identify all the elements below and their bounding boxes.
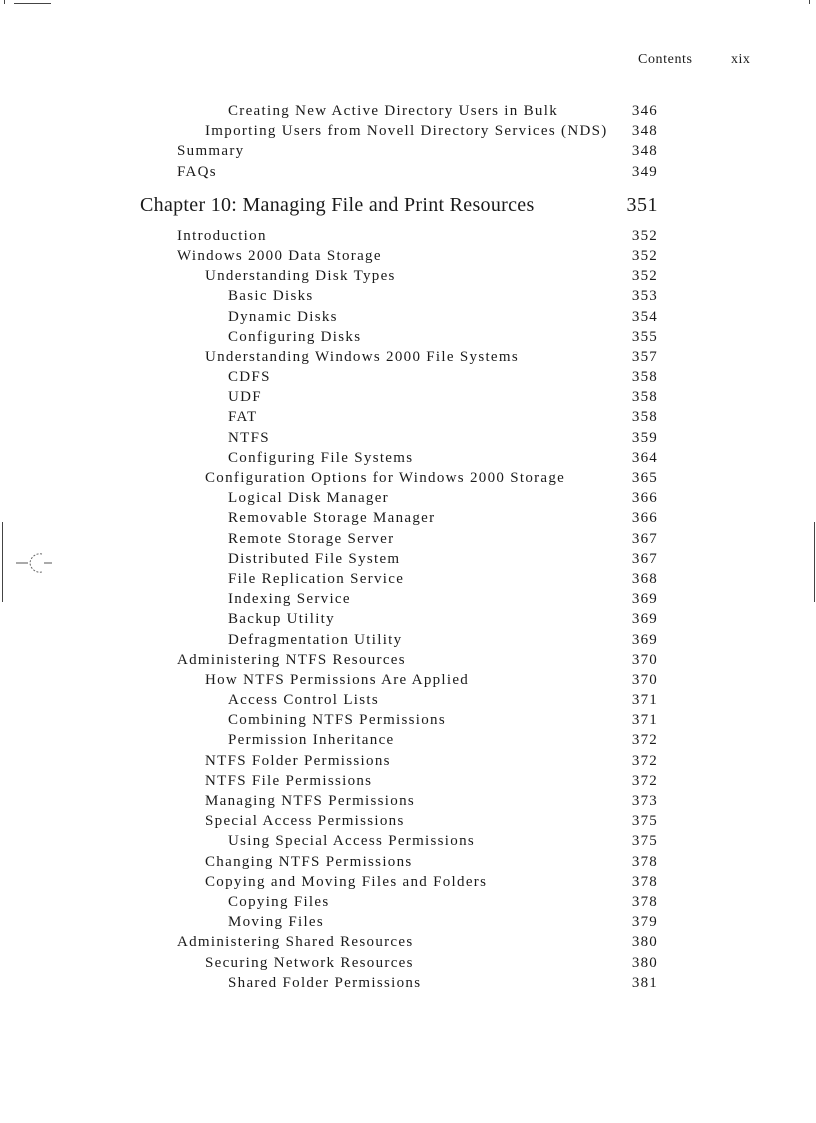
toc-entry[interactable]	[0, 953, 816, 973]
toc-entry-title: Changing NTFS Permissions	[205, 853, 413, 870]
toc-entry[interactable]	[0, 407, 816, 427]
toc-entry-title: File Replication Service	[228, 570, 405, 587]
toc-entry[interactable]	[0, 751, 816, 771]
toc-entry-title: FAT	[228, 409, 258, 426]
toc-entry-title: Backup Utility	[228, 611, 335, 628]
toc-entry-page: 357	[631, 348, 658, 365]
toc-entry-title: How NTFS Permissions Are Applied	[205, 671, 470, 688]
toc-entry-title: Understanding Windows 2000 File Systems	[205, 348, 519, 365]
toc-entry-title: Copying and Moving Files and Folders	[205, 873, 488, 890]
toc-entry[interactable]	[0, 162, 816, 182]
toc-entry-page: 375	[631, 833, 658, 850]
toc-entry[interactable]	[0, 831, 816, 851]
toc-entry-page: 379	[631, 914, 658, 931]
toc-entry[interactable]	[0, 569, 816, 589]
toc-entry-title: Combining NTFS Permissions	[228, 712, 446, 729]
toc-entry[interactable]	[0, 549, 816, 569]
toc-entry-page: 348	[631, 143, 658, 160]
toc-entry-title: Importing Users from Novell Directory Services (NDS)	[205, 123, 608, 140]
toc-entry-page: 358	[631, 369, 658, 386]
toc-entry[interactable]	[0, 670, 816, 690]
toc-entry-title: UDF	[228, 389, 262, 406]
toc-entry-page: 355	[631, 328, 658, 345]
toc-entry-title: Securing Network Resources	[205, 954, 414, 971]
toc-entry-page: 366	[631, 510, 658, 527]
toc-entry[interactable]	[0, 892, 816, 912]
toc-entry-page: 367	[631, 530, 658, 547]
toc-entry-page: 378	[631, 893, 658, 910]
toc-entry[interactable]	[0, 448, 816, 468]
toc-entry-page: 372	[631, 732, 658, 749]
toc-entry-page: 353	[631, 288, 658, 305]
toc-entry[interactable]	[0, 246, 816, 266]
toc-entry[interactable]	[0, 468, 816, 488]
toc-entry[interactable]	[0, 852, 816, 872]
toc-entry[interactable]	[0, 101, 816, 121]
toc-entry-title: NTFS	[228, 429, 270, 446]
toc-entry-title: Creating New Active Directory Users in Bulk	[228, 103, 559, 119]
toc-entry[interactable]	[0, 609, 816, 629]
toc-entry-title: Configuring Disks	[228, 328, 362, 345]
toc-entry-page: 370	[631, 651, 658, 668]
toc-entry-title: Windows 2000 Data Storage	[177, 247, 382, 264]
toc-entry-page: 352	[631, 268, 658, 285]
toc-entry-title: Indexing Service	[228, 591, 351, 608]
toc-entry-title: Removable Storage Manager	[228, 510, 436, 527]
toc-entry[interactable]	[0, 690, 816, 710]
toc-entry-title: Remote Storage Server	[228, 530, 395, 547]
toc-entry-title: NTFS File Permissions	[205, 772, 373, 789]
toc-entry[interactable]	[0, 771, 816, 791]
toc-entry-page: 358	[631, 409, 658, 426]
toc-entry[interactable]	[0, 327, 816, 347]
toc-entry-page: 372	[631, 752, 658, 769]
toc-entry-page: 352	[631, 247, 658, 264]
toc-entry[interactable]	[0, 141, 816, 161]
toc-entry-title: Special Access Permissions	[205, 813, 405, 830]
toc-entry-page: 354	[631, 308, 658, 325]
toc-entry[interactable]	[0, 121, 816, 141]
toc-entry-page: 348	[631, 123, 658, 140]
toc-entry[interactable]	[0, 630, 816, 650]
toc-entry-page: 366	[631, 490, 658, 507]
toc-entry-title: Logical Disk Manager	[228, 490, 389, 507]
toc-entry-page: 346	[631, 103, 658, 119]
toc-entry-page: 378	[631, 873, 658, 890]
toc-entry-title: Administering NTFS Resources	[177, 651, 406, 668]
toc-entry-title: CDFS	[228, 369, 271, 386]
toc-entry[interactable]	[0, 791, 816, 811]
toc-entry[interactable]	[0, 387, 816, 407]
toc-entry-page: 351	[626, 193, 658, 216]
toc-entry-title: Introduction	[177, 227, 267, 244]
running-head-page-number: xix	[731, 52, 751, 67]
toc-entry[interactable]	[0, 650, 816, 670]
toc-entry[interactable]	[0, 811, 816, 831]
toc-entry[interactable]	[0, 589, 816, 609]
toc-entry[interactable]	[0, 488, 816, 508]
toc-entry-page: 365	[631, 470, 658, 486]
toc-entry[interactable]	[0, 932, 816, 952]
running-head	[0, 52, 816, 70]
toc-chapter-entry[interactable]	[0, 182, 816, 226]
toc-entry-page: 375	[631, 813, 658, 830]
toc-entry-page: 381	[631, 974, 658, 991]
toc-entry[interactable]	[0, 912, 816, 932]
toc-entry-page: 367	[631, 550, 658, 567]
toc-entry-title: Distributed File System	[228, 550, 401, 567]
crop-mark	[14, 3, 51, 4]
toc-entry-page: 372	[631, 772, 658, 789]
toc-entry[interactable]	[0, 266, 816, 286]
toc-entry-page: 349	[631, 163, 658, 180]
toc-entry-title: Chapter 10: Managing File and Print Resources	[140, 193, 535, 216]
toc-entry-page: 368	[631, 570, 658, 587]
toc-entry[interactable]	[0, 307, 816, 327]
toc-entry-title: Permission Inheritance	[228, 732, 395, 749]
toc-entry[interactable]	[0, 226, 816, 246]
toc-entry[interactable]	[0, 710, 816, 730]
toc-entry-page: 369	[631, 631, 658, 648]
toc-entry-page: 369	[631, 611, 658, 628]
toc-entry-title: Configuring File Systems	[228, 449, 414, 466]
toc-entry-page: 359	[631, 429, 658, 446]
toc-entry[interactable]	[0, 973, 816, 993]
toc-entry-page: 378	[631, 853, 658, 870]
toc-entry[interactable]	[0, 286, 816, 306]
running-head-section: Contents	[638, 52, 693, 67]
toc-entry-page: 352	[631, 227, 658, 244]
toc-entry[interactable]	[0, 428, 816, 448]
toc-entry-title: Using Special Access Permissions	[228, 833, 475, 850]
toc-entry-page: 380	[631, 954, 658, 971]
toc-entry[interactable]	[0, 529, 816, 549]
table-of-contents	[0, 101, 816, 993]
crop-mark	[4, 0, 5, 4]
toc-entry-page: 364	[631, 449, 658, 466]
toc-entry[interactable]	[0, 347, 816, 367]
toc-entry-title: Moving Files	[228, 914, 325, 931]
toc-entry-title: NTFS Folder Permissions	[205, 752, 391, 769]
toc-entry[interactable]	[0, 508, 816, 528]
toc-entry-title: Administering Shared Resources	[177, 934, 414, 951]
toc-entry[interactable]	[0, 872, 816, 892]
toc-entry[interactable]	[0, 367, 816, 387]
toc-entry-title: Configuration Options for Windows 2000 Storage	[205, 470, 566, 486]
toc-entry-title: FAQs	[177, 163, 217, 180]
toc-entry[interactable]	[0, 730, 816, 750]
toc-entry-title: Copying Files	[228, 893, 330, 910]
toc-entry-title: Summary	[177, 143, 245, 160]
toc-entry-title: Dynamic Disks	[228, 308, 338, 325]
toc-entry-page: 371	[631, 692, 658, 709]
toc-entry-page: 371	[631, 712, 658, 729]
toc-entry-title: Basic Disks	[228, 288, 314, 305]
toc-entry-title: Understanding Disk Types	[205, 268, 396, 285]
toc-entry-page: 370	[631, 671, 658, 688]
toc-entry-page: 380	[631, 934, 658, 951]
toc-entry-page: 358	[631, 389, 658, 406]
toc-entry-page: 369	[631, 591, 658, 608]
crop-mark	[809, 0, 810, 4]
toc-entry-title: Shared Folder Permissions	[228, 974, 422, 991]
toc-entry-title: Defragmentation Utility	[228, 631, 403, 648]
toc-entry-page: 373	[631, 793, 658, 809]
toc-entry-title: Managing NTFS Permissions	[205, 793, 416, 809]
toc-entry-title: Access Control Lists	[228, 692, 379, 709]
